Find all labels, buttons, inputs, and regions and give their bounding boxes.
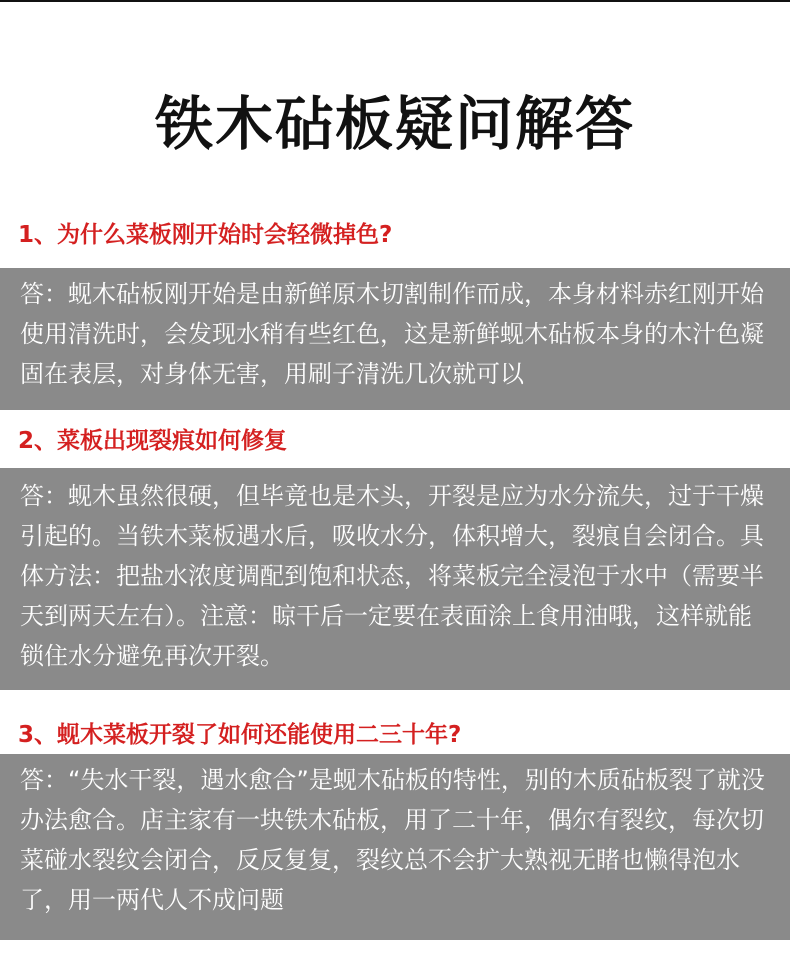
faq-question-3: 3、蚬木菜板开裂了如何还能使用二三十年?	[18, 722, 462, 748]
faq-question-1: 1、为什么菜板刚开始时会轻微掉色?	[18, 222, 393, 248]
page-title: 铁木砧板疑问解答	[154, 90, 635, 158]
faq-answer-box-1	[0, 268, 790, 410]
faq-answer-2: 答：蚬木虽然很硬，但毕竟也是木头，开裂是应为水分流失，过于干燥引起的。当铁木菜板遇水后，吸收水分，体积增大，裂痕自会闭合。具体方法：把盐水浓度调配到饱和状态，将菜板完全浸泡于水中（需要半天到两天左右）。注意：晾干后一定要在表面涂上食用油哦，这样就能锁住水分避免再次开裂。	[20, 482, 764, 670]
faq-answer-1: 答：蚬木砧板刚开始是由新鲜原木切割制作而成，本身材料赤红刚开始使用清洗时，会发现水稍有些红色，这是新鲜蚬木砧板本身的木汁色凝固在表层，对身体无害，用刷子清洗几次就可以	[20, 280, 764, 388]
top-divider	[0, 0, 790, 2]
faq-answer-box-3	[0, 754, 790, 940]
faq-question-2: 2、菜板出现裂痕如何修复	[18, 428, 288, 454]
faq-answer-box-2	[0, 468, 790, 690]
faq-answer-3: 答：“失水干裂，遇水愈合”是蚬木砧板的特性，别的木质砧板裂了就没办法愈合。店主家有一块铁木砧板，用了二十年，偶尔有裂纹，每次切菜碰水裂纹会闭合，反反复复，裂纹总不会扩大熟视无睹也懒得泡水了，用一两代人不成问题	[20, 766, 765, 914]
